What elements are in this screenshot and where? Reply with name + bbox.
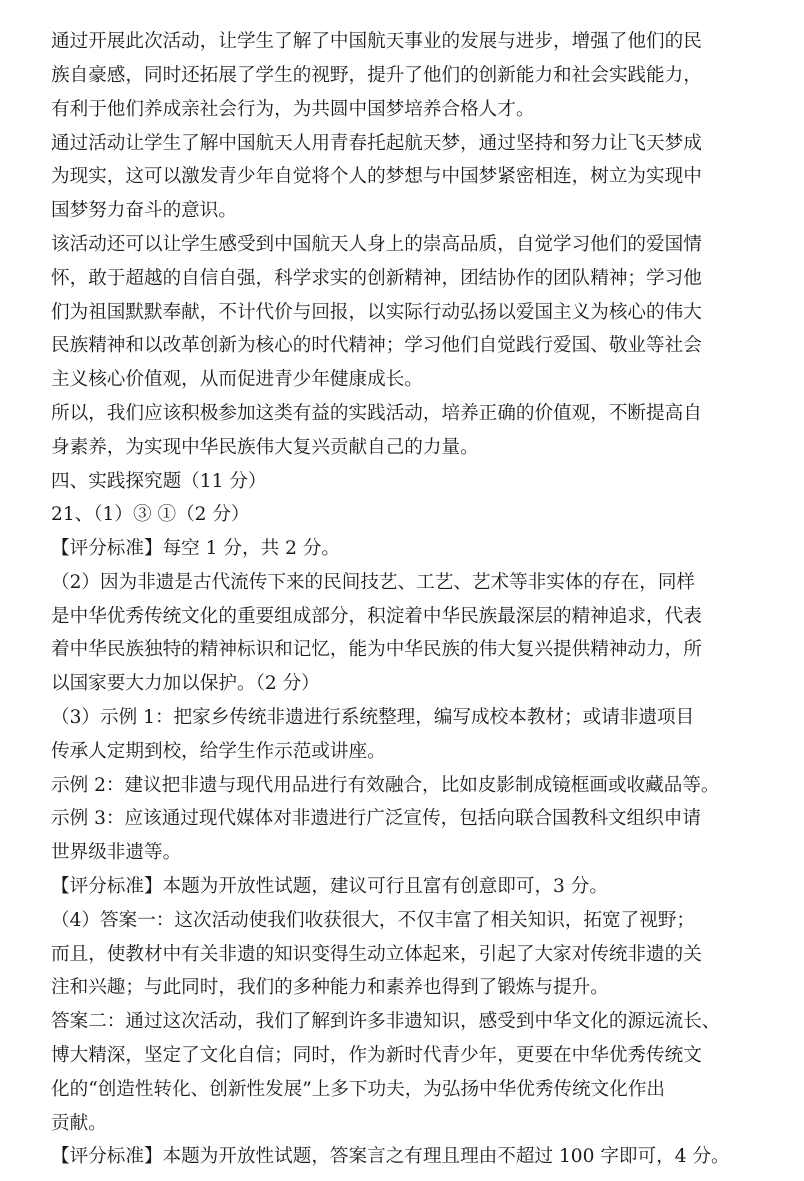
text-line: 通过活动让学生了解中国航天人用青春托起航天梦，通过坚持和努力让飞天梦成: [51, 133, 702, 154]
text-line: 着中华民族独特的精神标识和记忆，能为中华民族的伟大复兴提供精神动力，所: [51, 639, 702, 660]
text-line: 主义核心价值观，从而促进青少年健康成长。: [51, 369, 423, 390]
text-line: 怀，敢于超越的自信自强，科学求实的创新精神，团结协作的团队精神；学习他: [51, 268, 702, 289]
text-line: 国梦努力奋斗的意识。: [51, 200, 237, 221]
text-line: 答案二：通过这次活动，我们了解到许多非遗知识，感受到中华文化的源远流长、: [51, 1011, 721, 1032]
text-line: 所以，我们应该积极参加这类有益的实践活动，培养正确的价值观，不断提高自: [51, 403, 702, 424]
text-line: 博大精深，坚定了文化自信；同时，作为新时代青少年，更要在中华优秀传统文: [51, 1045, 702, 1066]
text-line: 们为祖国默默奉献，不计代价与回报，以实际行动弘扬以爱国主义为核心的伟大: [51, 302, 702, 323]
text-line: 贡献。: [51, 1113, 107, 1134]
text-line: 通过开展此次活动，让学生了解了中国航天事业的发展与进步，增强了他们的民: [51, 31, 702, 52]
text-line: 传承人定期到校，给学生作示范或讲座。: [51, 741, 386, 762]
text-line: 注和兴趣；与此同时，我们的多种能力和素养也得到了锻炼与提升。: [51, 977, 609, 998]
section-heading: 四、实践探究题（11 分）: [51, 471, 267, 492]
text-line: （2）因为非遗是古代流传下来的民间技艺、工艺、艺术等非实体的存在，同样: [51, 572, 696, 593]
text-line: 示例 3：应该通过现代媒体对非遗进行广泛宣传，包括向联合国教科文组织申请: [51, 808, 701, 829]
scoring-standard: 【评分标准】本题为开放性试题，答案言之有理且理由不超过 100 字即可，4 分。: [51, 1146, 730, 1167]
text-line: 民族精神和以改革创新为核心的时代精神；学习他们自觉践行爱国、敬业等社会: [51, 335, 702, 356]
scoring-standard: 【评分标准】每空 1 分，共 2 分。: [51, 538, 341, 559]
text-line: 以国家要大力加以保护。（2 分）: [51, 673, 320, 694]
text-line: （3）示例 1：把家乡传统非遗进行系统整理，编写成校本教材；或请非遗项目: [51, 707, 695, 728]
text-line: 是中华优秀传统文化的重要组成部分，积淀着中华民族最深层的精神追求，代表: [51, 606, 702, 627]
text-line: 示例 2：建议把非遗与现代用品进行有效融合，比如皮影制成镜框画或收藏品等。: [51, 775, 720, 796]
text-line: （4）答案一：这次活动使我们收获很大，不仅丰富了相关知识，拓宽了视野；: [51, 910, 696, 931]
text-line: 世界级非遗等。: [51, 842, 182, 863]
question-answer: 21、（1）③ ①（2 分）: [51, 504, 250, 525]
text-line: 有利于他们养成亲社会行为，为共圆中国梦培养合格人才。: [51, 99, 535, 120]
text-line: 族自豪感，同时还拓展了学生的视野，提升了他们的创新能力和社会实践能力，: [51, 65, 702, 86]
scoring-standard: 【评分标准】本题为开放性试题，建议可行且富有创意即可，3 分。: [51, 876, 608, 897]
text-line: 身素养，为实现中华民族伟大复兴贡献自己的力量。: [51, 437, 479, 458]
text-line: 为现实，这可以激发青少年自觉将个人的梦想与中国梦紧密相连，树立为实现中: [51, 166, 702, 187]
text-line: 而且，使教材中有关非遗的知识变得生动立体起来，引起了大家对传统非遗的关: [51, 944, 702, 965]
text-line: 该活动还可以让学生感受到中国航天人身上的崇高品质，自觉学习他们的爱国情: [51, 234, 702, 255]
text-line: 化的“创造性转化、创新性发展”上多下功夫，为弘扬中华优秀传统文化作出: [51, 1079, 666, 1100]
